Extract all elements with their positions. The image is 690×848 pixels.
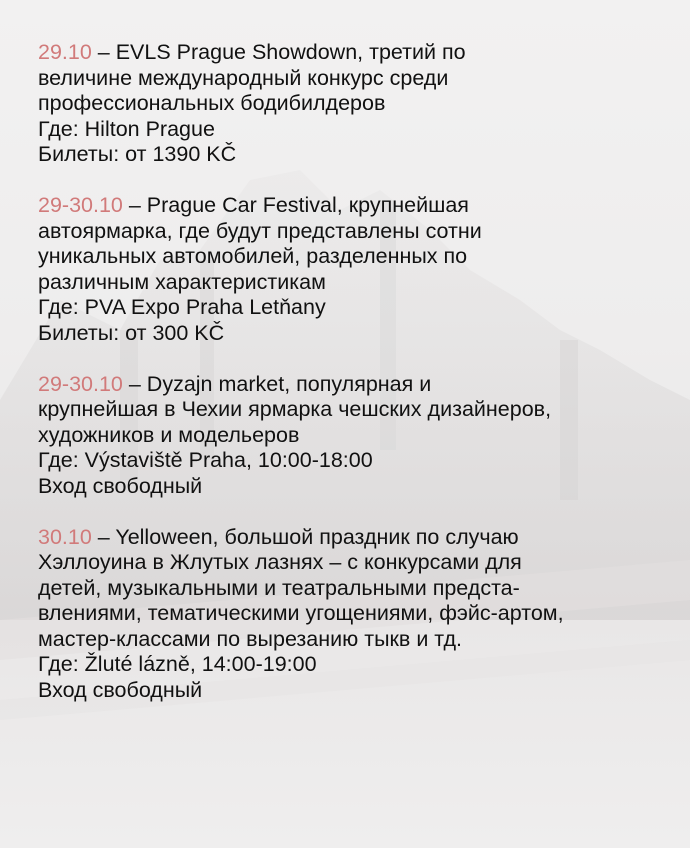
event-description: мастер-классами по вырезанию тыкв и тд. (38, 626, 462, 651)
event-description: профессиональных бодибилдеров (38, 91, 386, 116)
event-location: Где: PVA Expo Praha Letňany (38, 295, 326, 320)
event-headline (38, 193, 688, 219)
event-price: Вход свободный (38, 678, 203, 703)
event-item (38, 525, 688, 704)
event-location: Где: Výstaviště Praha, 10:00-18:00 (38, 448, 373, 473)
events-list (38, 40, 688, 729)
event-description: крупнейшая в Чехии ярмарка чешских дизайнеров, (38, 397, 552, 422)
event-headline (38, 372, 688, 398)
event-price: Вход свободный (38, 473, 203, 498)
event-description: Хэллоуина в Жлутых лазнях – с конкурсами для (38, 550, 522, 575)
event-date: 29-30.10 (38, 192, 123, 217)
event-title: – Dyzajn market, популярная и (122, 371, 432, 396)
event-headline (38, 40, 688, 66)
event-title: – Yelloween, большой праздник по случаю (91, 524, 519, 549)
event-description: детей, музыкальными и театральными предста- (38, 575, 520, 600)
event-headline (38, 525, 688, 551)
event-description: величине международный конкурс среди (38, 65, 449, 90)
event-description: влениями, тематическими угощениями, фэйс-артом, (38, 601, 564, 626)
event-description: различным характеристикам (38, 269, 326, 294)
event-price: Билеты: от 300 KČ (38, 320, 225, 345)
event-location: Где: Hilton Prague (38, 116, 215, 141)
event-date: 29-30.10 (38, 371, 123, 396)
event-description: автоярмарка, где будут представлены сотни (38, 218, 482, 243)
event-title: – EVLS Prague Showdown, третий по (91, 40, 466, 64)
event-item (38, 372, 688, 500)
event-item (38, 40, 688, 168)
event-item (38, 193, 688, 347)
event-date: 30.10 (38, 524, 92, 549)
event-location: Где: Žluté lázně, 14:00-19:00 (38, 652, 317, 677)
event-price: Билеты: от 1390 KČ (38, 142, 237, 167)
event-description: художников и модельеров (38, 422, 300, 447)
event-description: уникальных автомобилей, разделенных по (38, 244, 468, 269)
event-date: 29.10 (38, 40, 92, 64)
event-title: – Prague Car Festival, крупнейшая (122, 192, 469, 217)
